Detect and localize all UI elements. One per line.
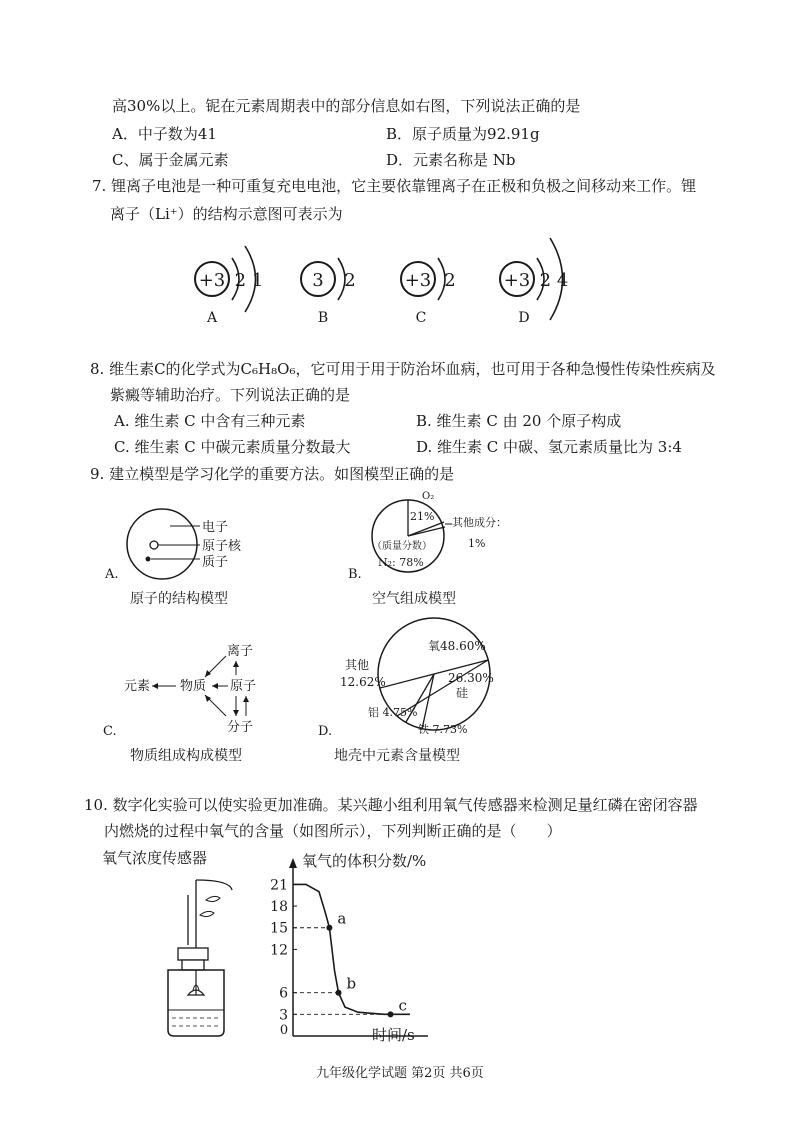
data-point-label: b — [346, 974, 357, 993]
y-axis-arrow — [289, 858, 297, 868]
svg-text:B.: B. — [348, 567, 362, 582]
svg-text:C: C — [415, 310, 427, 326]
data-point-b — [336, 990, 342, 996]
y-tick-label: 15 — [270, 920, 288, 937]
q8-option-c: C. 维生素 C 中碳元素质量分数最大 — [114, 438, 351, 456]
svg-text:质子: 质子 — [202, 555, 229, 570]
oxygen-sensor-label: 氧气浓度传感器 — [102, 849, 208, 867]
svg-text:离子: 离子 — [227, 644, 254, 659]
svg-text:原子的结构模型: 原子的结构模型 — [130, 591, 228, 607]
y-tick-label: 6 — [279, 985, 288, 1002]
x-axis-label: 时间/s — [372, 1026, 415, 1044]
y-axis-label: 氧气的体积分数/% — [302, 852, 427, 870]
svg-text:物质: 物质 — [180, 679, 207, 694]
svg-text:C.: C. — [103, 724, 117, 739]
data-point-c — [388, 1011, 394, 1017]
svg-text:2 4: 2 4 — [539, 270, 569, 291]
y-tick-label: 12 — [270, 942, 288, 959]
svg-text:3: 3 — [312, 270, 324, 291]
svg-text:原子: 原子 — [230, 679, 257, 694]
q6-option-c: C、属于金属元素 — [112, 151, 229, 169]
oxygen-curve — [293, 884, 410, 1014]
svg-text:硅: 硅 — [456, 686, 469, 700]
svg-text:D: D — [518, 310, 530, 326]
page-footer: 九年级化学试题 第2页 共6页 — [316, 1066, 484, 1081]
svg-text:B: B — [317, 310, 329, 326]
q10-stem-line1: 10. 数字化实验可以使实验更加准确。某兴趣小组利用氧气传感器来检测足量红磷在密闭容器 — [84, 796, 698, 814]
svg-text:原子核: 原子核 — [202, 539, 242, 554]
q6-option-d: D．元素名称是 Nb — [386, 151, 516, 169]
svg-text:地壳中元素含量模型: 地壳中元素含量模型 — [334, 748, 460, 764]
svg-text:N₂: 78%: N₂: 78% — [378, 556, 424, 569]
q7-stem-line1: 7. 锂离子电池是一种可重复充电电池，它主要依靠锂离子在正极和负极之间移动来工作。锂 — [92, 177, 697, 195]
svg-text:O₂: O₂ — [422, 491, 435, 502]
svg-text:氧48.60%: 氧48.60% — [428, 639, 486, 653]
svg-text:1%: 1% — [468, 537, 486, 550]
q8-option-d: D. 维生素 C 中碳、氢元素质量比为 3:4 — [416, 438, 682, 456]
svg-text:2: 2 — [344, 270, 356, 291]
svg-text:空气组成模型: 空气组成模型 — [372, 591, 456, 607]
svg-text:其他: 其他 — [345, 658, 370, 672]
svg-text:21%: 21% — [410, 510, 435, 523]
q6-option-b: B．原子质量为92.91g — [386, 125, 540, 143]
q7-stem-line2: 离子（Li⁺）的结构示意图可表示为 — [110, 205, 343, 223]
svg-text:+3: +3 — [404, 270, 432, 291]
svg-text:元素: 元素 — [124, 679, 151, 694]
svg-text:26.30%: 26.30% — [448, 671, 494, 685]
q6-stem: 高30%以上。铌在元素周期表中的部分信息如右图，下列说法正确的是 — [112, 97, 581, 115]
svg-text:2: 2 — [444, 270, 456, 291]
svg-text:电子: 电子 — [202, 520, 229, 535]
origin-label: 0 — [279, 1023, 289, 1038]
svg-text:分子: 分子 — [227, 720, 254, 735]
data-point-a — [326, 925, 332, 931]
q8-stem-line2: 紫癜等辅助治疗。下列说法正确的是 — [110, 386, 351, 404]
q6-option-a: A．中子数为41 — [112, 125, 217, 143]
svg-text:D.: D. — [318, 724, 333, 739]
q8-option-b: B. 维生素 C 由 20 个原子构成 — [416, 412, 622, 430]
svg-text:铁 7.73%: 铁 7.73% — [418, 723, 468, 736]
svg-text:铝 4.75%: 铝 4.75% — [368, 706, 418, 719]
svg-text:（质量分数）: （质量分数） — [372, 541, 432, 552]
svg-text:其他成分：: 其他成分： — [452, 516, 507, 529]
q9-stem: 9. 建立模型是学习化学的重要方法。如图模型正确的是 — [90, 465, 455, 483]
svg-text:A: A — [206, 310, 218, 326]
chart-axes — [280, 852, 428, 1044]
data-point-label: c — [398, 996, 407, 1015]
svg-text:A.: A. — [105, 567, 119, 582]
y-tick-label: 21 — [270, 877, 288, 894]
svg-text:2 1: 2 1 — [234, 270, 264, 291]
q8-option-a: A. 维生素 C 中含有三种元素 — [114, 412, 306, 430]
data-point-label: a — [337, 909, 347, 928]
q10-stem-line2: 内燃烧的过程中氧气的含量（如图所示），下列判断正确的是（ ） — [104, 822, 562, 840]
svg-text:12.62%: 12.62% — [340, 675, 386, 689]
q8-stem-line1: 8. 维生素C的化学式为C₆H₈O₆，它可用于用于防治坏血病，也可用于各种急慢性传染性疾病及 — [90, 360, 716, 378]
y-tick-label: 3 — [279, 1007, 288, 1024]
svg-text:+3: +3 — [198, 270, 226, 291]
svg-text:+3: +3 — [503, 270, 531, 291]
y-tick-label: 18 — [270, 899, 288, 916]
svg-text:物质组成构成模型: 物质组成构成模型 — [130, 748, 242, 764]
